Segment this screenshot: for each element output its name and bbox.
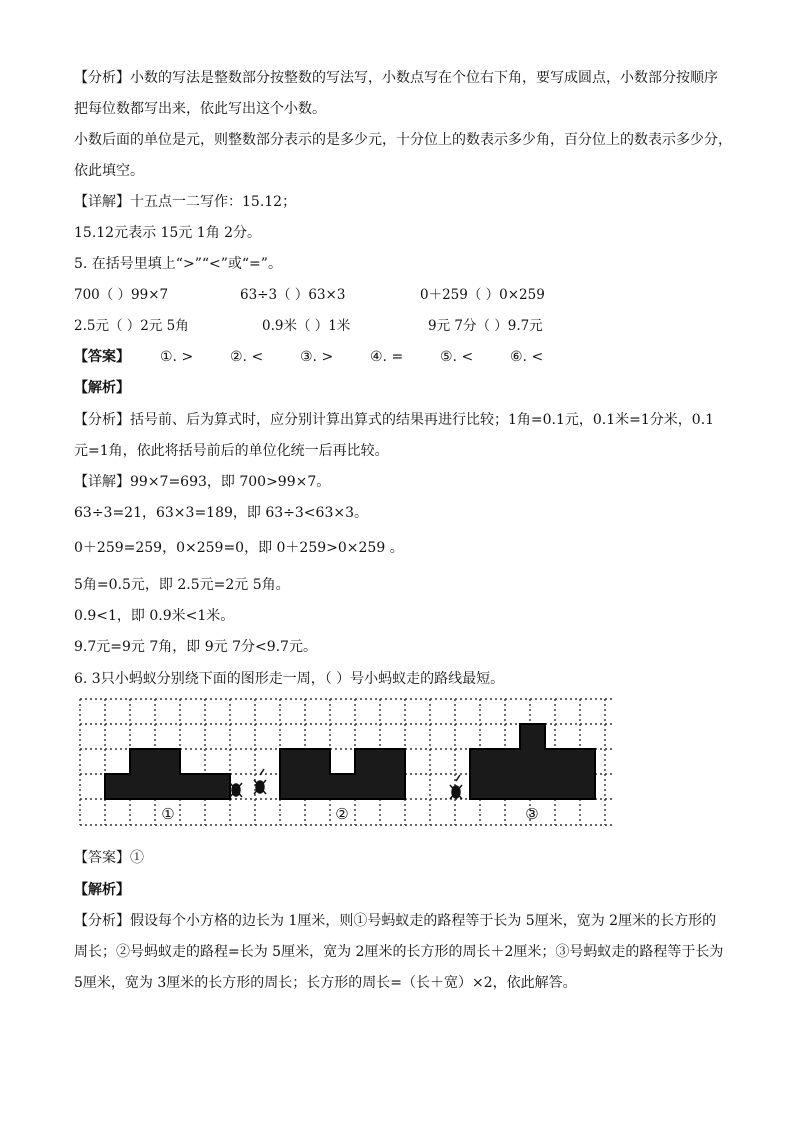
comparison-item: 0.9米（ ）1米 [262,318,351,334]
text-line: 【分析】小数的写法是整数部分按整数的写法写，小数点写在个位右下角，要写成圆点，小数部分按顺序 [74,70,718,86]
question-row-1 [74,285,694,305]
text-line: 15.12元表示 15元 1角 2分。 [74,225,262,241]
answer-item: ⑥. < [510,349,544,365]
text-line: 小数后面的单位是元，则整数部分表示的是多少元，十分位上的数表示多少角，百分位上的数表示多少分， [74,132,732,148]
answer-item: ①. > [160,349,194,365]
ant-3-icon [450,775,462,799]
figure-label-1: ① [161,805,175,823]
text-line: 【详解】99×7=693，即 700>99×7。 [74,474,331,490]
ant-2-icon [254,769,266,794]
text-line: 63÷3=21，63×3=189，即 63÷3<63×3。 [74,505,368,521]
comparison-item: 700（ ）99×7 [74,287,169,303]
answer-item: ④. = [370,349,404,365]
text-line: 【分析】括号前、后为算式时，应分别计算出算式的结果再进行比较；1角=0.1元，0.1米=1分米，0.1 [74,412,715,428]
ant-1-icon [230,783,242,797]
question-5-title: 5. 在括号里填上“>”“<”或“=”。 [74,256,282,272]
comparison-item: 2.5元（ ）2元 5角 [74,318,189,334]
comparison-item: 0＋259（ ）0×259 [420,287,545,303]
figure-label-3: ③ [525,805,539,823]
answer-row [74,347,674,367]
answer-item: ③. > [300,349,334,365]
comparison-item: 63÷3（ ）63×3 [240,287,346,303]
text-line: 把每位数都写出来，依此写出这个小数。 [74,101,326,117]
answer-line: 【答案】① [74,850,144,866]
answer-label: 【答案】 [74,349,130,365]
question-row-2 [74,316,694,336]
text-line: 5厘米，宽为 3厘米的长方形的周长；长方形的周长=（长＋宽）×2，依此解答。 [74,975,577,991]
shape-3 [470,724,595,799]
text-line: 依此填空。 [74,163,144,179]
text-line: 9.7元=9元 7角，即 9元 7分<9.7元。 [74,639,317,655]
text-line: 周长；②号蚂蚁走的路程=长为 5厘米，宽为 2厘米的长方形的周长＋2厘米；③号蚂蚁走的路程等于长为 [74,944,724,960]
text-line: 0＋259=259，0×259=0，即 0＋259>0×259 。 [74,540,404,556]
text-line: 5角=0.5元，即 2.5元=2元 5角。 [74,577,290,593]
text-line: 0.9<1，即 0.9米<1米。 [74,608,235,624]
analysis-heading: 【解析】 [74,380,130,396]
question-6-title: 6. 3只小蚂蚁分别绕下面的图形走一周，（ ）号小蚂蚁走的路线最短。 [74,671,505,687]
answer-item: ⑤. < [440,349,474,365]
shape-2 [280,749,405,799]
comparison-item: 9元 7分（ ）9.7元 [428,318,543,334]
analysis-heading: 【解析】 [74,882,130,898]
answer-item: ②. < [230,349,264,365]
grid-figure [74,695,614,835]
shape-1 [105,749,230,799]
text-line: 【分析】假设每个小方格的边长为 1厘米，则①号蚂蚁走的路程等于长为 5厘米，宽为 2厘米的长方形的 [74,913,717,929]
figure-label-2: ② [335,805,349,823]
text-line: 元=1角，依此将括号前后的单位化统一后再比较。 [74,443,389,459]
text-line: 【详解】十五点一二写作：15.12； [74,194,297,210]
